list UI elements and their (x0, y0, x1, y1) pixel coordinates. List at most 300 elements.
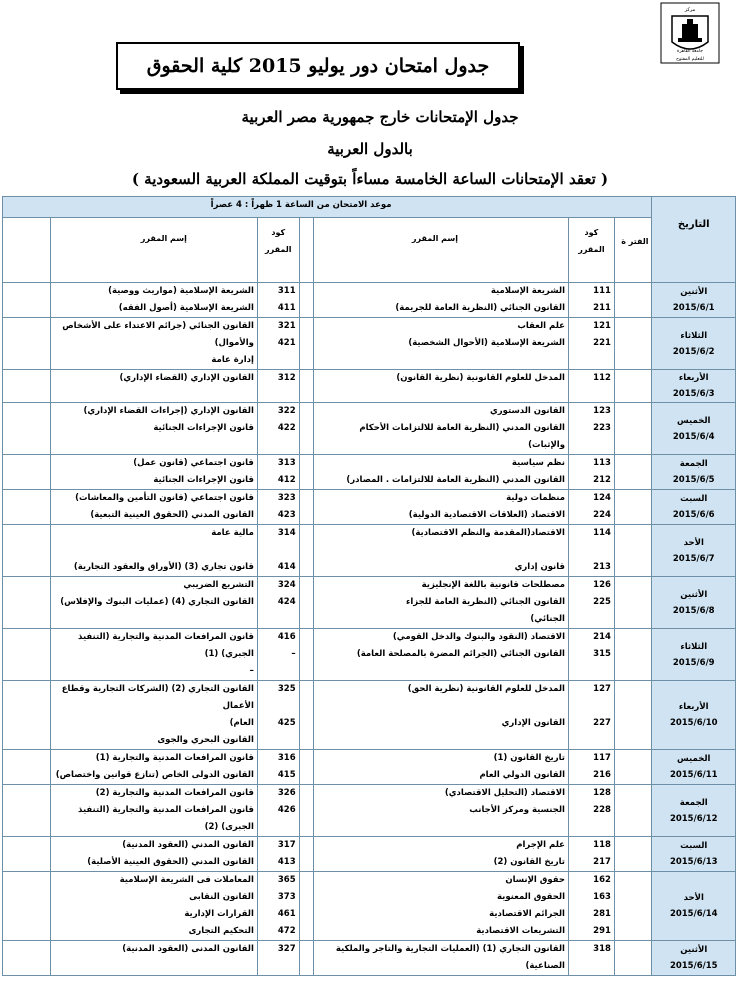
course-name: القانون الجنائي (الجرائم المضرة بالمصلحة العامة) (356, 649, 565, 659)
empty-cell (3, 525, 51, 577)
course-code: 318 (593, 944, 611, 954)
course-code: – (291, 649, 296, 659)
course-name: الاقتصاد (التحليل الاقتصادي) (444, 788, 565, 798)
date-cell (652, 577, 736, 629)
day-name: الثلاثاء (680, 641, 708, 652)
code-header-b-cell (257, 218, 299, 283)
course-code-cell (568, 629, 614, 681)
course-code-cell (257, 750, 299, 785)
course-code-cell (257, 872, 299, 941)
schedule-row (3, 941, 736, 976)
course-name: القانون الدولى الخاص (تنازع قوانين واختصاص) (55, 770, 254, 780)
course-name: القانون النقابى (189, 892, 254, 902)
logo-text-top: مركز (684, 7, 696, 13)
spacer-cell (299, 525, 314, 577)
empty-cell (3, 681, 51, 750)
course-code-cell (568, 490, 614, 525)
exam-date: 2015/6/6 (672, 510, 715, 520)
course-name: التحكيم التجارى (188, 926, 254, 936)
course-name-cell (314, 490, 569, 525)
course-code: 211 (593, 303, 611, 313)
schedule-row (3, 681, 736, 750)
course-name: الصناعية) (525, 961, 565, 971)
empty-cell (3, 941, 51, 976)
date-cell (652, 525, 736, 577)
course-name: القانون المدنى (العقود المدنية) (122, 944, 254, 954)
schedule-row (3, 283, 736, 318)
course-code-cell (257, 403, 299, 455)
date-cell (652, 837, 736, 872)
course-code (572, 698, 611, 715)
course-code-cell (568, 941, 614, 976)
term-cell (614, 283, 652, 318)
schedule-row (3, 577, 736, 629)
course-code-cell (257, 490, 299, 525)
day-name: الخميس (677, 754, 711, 764)
day-name: الخميس (677, 415, 711, 426)
course-code: 221 (593, 338, 611, 348)
spacer-cell (299, 681, 314, 750)
course-code: 112 (593, 373, 611, 383)
course-code: 291 (593, 926, 611, 936)
course-code: 217 (593, 857, 611, 867)
date-cell (652, 629, 736, 681)
course-code-cell (257, 283, 299, 318)
course-code: 227 (593, 718, 611, 728)
course-code: 126 (593, 580, 611, 590)
day-name: السبت (680, 841, 708, 851)
exam-date: 2015/6/1 (672, 303, 715, 313)
course-name: منظمات دولية (506, 493, 565, 503)
course-code-cell (257, 629, 299, 681)
schedule-row (3, 403, 736, 455)
course-name: – (249, 666, 254, 676)
course-name: القانون المدني (النظرية العامة للالتزامات . المصادر) (346, 475, 565, 485)
course-name: مالية عامة (211, 528, 254, 538)
subtitle-arab-countries: بالدول العربية (327, 140, 413, 158)
course-code: 414 (277, 562, 296, 572)
course-code: 327 (277, 944, 296, 954)
course-code (572, 542, 611, 559)
exam-date: 2015/6/7 (672, 553, 715, 564)
course-code-cell (568, 785, 614, 837)
course-name-cell (314, 577, 569, 629)
course-name-cell (314, 283, 569, 318)
course-code-cell (257, 525, 299, 577)
course-code: 117 (593, 753, 611, 763)
course-name: الاقتصاد (العلاقات الاقتصادية الدولية) (408, 510, 565, 520)
course-name-cell (51, 403, 258, 455)
course-code: 315 (593, 649, 611, 659)
course-name: إدارة عامة (211, 355, 254, 365)
course-name-cell (51, 750, 258, 785)
term-header-cell (614, 218, 652, 283)
course-code: 423 (277, 510, 296, 520)
date-cell (652, 318, 736, 370)
spacer-cell (299, 785, 314, 837)
spacer-cell (299, 629, 314, 681)
course-name: الشريعة الإسلامية (490, 286, 565, 296)
course-code: 322 (277, 406, 296, 416)
date-cell (652, 941, 736, 976)
course-code: 123 (593, 406, 611, 416)
term-header: الفتر ة (621, 237, 649, 246)
day-name: الأثنين (680, 589, 708, 600)
course-name-cell (51, 941, 258, 976)
day-name: الأثنين (680, 945, 708, 955)
course-name: مصطلحات قانونية باللغة الإنجليزية (421, 580, 565, 590)
course-code-cell (257, 577, 299, 629)
date-cell (652, 750, 736, 785)
date-cell (652, 283, 736, 318)
spacer-cell (299, 403, 314, 455)
term-cell (614, 837, 652, 872)
exam-date: 2015/6/3 (672, 389, 715, 399)
spacer-cell (299, 318, 314, 370)
course-name-cell (51, 283, 258, 318)
term-cell (614, 872, 652, 941)
course-code-cell (257, 941, 299, 976)
code-header-a-cell (568, 218, 614, 283)
course-code: 223 (593, 423, 611, 433)
name-header-a-cell (314, 218, 569, 283)
course-name: علم الإجرام (516, 840, 565, 850)
course-name: المعاملات فى الشريعة الإسلامية (119, 875, 254, 885)
course-name: نظم سياسية (511, 458, 565, 468)
course-code-cell (257, 455, 299, 490)
course-name: تاريخ القانون (1) (493, 753, 565, 763)
course-name: المدخل للعلوم القانونية (نظرية الحق) (407, 684, 565, 694)
course-name: علم العقاب (517, 321, 565, 331)
course-name: الحقوق المعنوية (497, 892, 565, 902)
course-name: قانون إداري (514, 562, 565, 572)
course-name: القانون الإداري (القضاء الإداري) (119, 373, 254, 383)
course-name: قانون المرافعات المدنية والتجارية (التنفيذ الجبرى) (2) (78, 805, 254, 832)
course-name-cell (51, 370, 258, 403)
course-code: 324 (277, 580, 296, 590)
course-code-cell (568, 403, 614, 455)
course-code: 216 (593, 770, 611, 780)
course-code: 281 (593, 909, 611, 919)
course-name-cell (314, 941, 569, 976)
course-name-cell (51, 785, 258, 837)
course-name: قانون المرافعات المدنية والتجارية (1) (95, 753, 254, 763)
course-code (261, 542, 296, 559)
logo-text-bottom: للتعليم المفتوح (676, 57, 704, 62)
course-code: 365 (277, 875, 296, 885)
schedule-row (3, 490, 736, 525)
course-code: 326 (277, 788, 296, 798)
course-name-cell (314, 629, 569, 681)
course-name: القرارات الإدارية (184, 909, 254, 919)
course-code-cell (568, 525, 614, 577)
course-name: قانون الإجراءات الجنائية (153, 475, 254, 485)
date-cell (652, 490, 736, 525)
spacer-cell (299, 837, 314, 872)
course-code: 118 (593, 840, 611, 850)
day-name: الأربعاء (678, 702, 709, 712)
course-name (54, 542, 254, 559)
course-code: 323 (277, 493, 296, 503)
date-cell (652, 370, 736, 403)
course-name: القانون المدني (العقود المدنية) (122, 840, 254, 850)
name-header-b: إسم المقرر (140, 234, 187, 243)
course-name-cell (314, 403, 569, 455)
course-code-cell (568, 318, 614, 370)
day-name: الأربعاء (678, 373, 709, 383)
course-name: حقوق الإنسان (505, 875, 565, 885)
course-name: قانون تجاري (3) (الأوراق والعقود التجارية) (73, 562, 254, 572)
course-code: 317 (277, 840, 296, 850)
day-name: السبت (680, 494, 708, 504)
course-name: القانون المدني (النظرية العامة للالتزامات الأحكام (359, 423, 565, 433)
course-code-cell (568, 872, 614, 941)
course-code-cell (568, 577, 614, 629)
day-name: الجمعة (679, 797, 708, 808)
term-cell (614, 490, 652, 525)
course-name-cell (51, 490, 258, 525)
course-name: القانون المدني (الحقوق العينية التبعية) (90, 510, 254, 520)
course-name-cell (314, 370, 569, 403)
exam-date: 2015/6/15 (669, 961, 718, 971)
course-name: المدخل للعلوم القانونية (نظرية القانون) (396, 373, 565, 383)
course-code: 413 (277, 857, 296, 867)
course-code-cell (568, 283, 614, 318)
course-code (261, 698, 296, 715)
subtitle-outside-egypt: جدول الإمتحانات خارج جمهورية مصر العربية (241, 108, 519, 126)
schedule-row (3, 318, 736, 370)
course-code: 162 (593, 875, 611, 885)
course-code: 314 (277, 528, 296, 538)
course-code-cell (257, 318, 299, 370)
exam-date: 2015/6/13 (669, 857, 718, 867)
term-cell (614, 525, 652, 577)
course-name: القانون الجنائي (النظرية العامة للجريمة) (395, 303, 565, 313)
course-name: الشريعة الإسلامية (الأحوال الشخصية) (408, 338, 565, 348)
course-code: 113 (593, 458, 611, 468)
empty-cell (3, 455, 51, 490)
course-code: 425 (277, 718, 296, 728)
course-code: 461 (277, 909, 296, 919)
course-code: 412 (277, 475, 296, 485)
course-name: القانون التجاري (1) (العمليات التجارية والتاجر والملكية (335, 944, 565, 954)
spacer-cell (299, 750, 314, 785)
course-code: 422 (277, 423, 296, 433)
course-name: قانون الإجراءات الجنائية (153, 423, 254, 433)
course-name: قانون اجتماعي (قانون التأمين والمعاشات) (75, 493, 254, 503)
course-name: قانون المرافعات المدنية والتجارية (2) (95, 788, 254, 798)
spacer-cell (299, 218, 314, 283)
course-code (572, 958, 611, 975)
course-name: القانون الجنائي (جرائم الاعتداء على الأشخاص والأموال) (62, 321, 254, 348)
course-name: الشريعة الإسلامية (مواريث ووصية) (108, 286, 254, 296)
course-name: القانون الإداري (إجراءات القضاء الإداري) (83, 406, 254, 416)
date-header-cell (652, 197, 736, 283)
course-code: 421 (277, 338, 296, 348)
course-code: 411 (277, 303, 296, 313)
course-code: 316 (277, 753, 296, 763)
course-code: 415 (277, 770, 296, 780)
course-name: تاريخ القانون (2) (493, 857, 565, 867)
course-name (317, 542, 565, 559)
course-code: 312 (277, 373, 296, 383)
course-code: 373 (277, 892, 296, 902)
schedule-row (3, 370, 736, 403)
course-name-cell (51, 455, 258, 490)
name-header-b-cell (51, 218, 258, 283)
course-name-cell (51, 525, 258, 577)
course-name: القانون الجنائي (النظرية العامة للجزاء (406, 597, 565, 607)
course-name-cell (51, 629, 258, 681)
schedule-row (3, 785, 736, 837)
day-name: الأحد (683, 893, 704, 903)
time-note-cell (3, 197, 652, 218)
day-name: الأثنين (680, 287, 708, 297)
course-name: القانون التجاري (2) (الشركات التجارية وقطاع الأعمال (61, 684, 254, 711)
course-name: القانون الدستوري (489, 406, 565, 416)
empty-cell (3, 318, 51, 370)
exam-date: 2015/6/12 (669, 813, 718, 824)
day-name: الثلاثاء (680, 330, 708, 341)
course-code: 311 (277, 286, 296, 296)
course-code: 426 (277, 805, 296, 815)
course-name-cell (314, 750, 569, 785)
course-name: التشريعات الاقتصادية (476, 926, 565, 936)
course-code: 214 (593, 632, 611, 642)
course-name: الجنائي) (530, 614, 565, 624)
university-logo (660, 2, 720, 64)
empty-cell (3, 283, 51, 318)
date-cell (652, 785, 736, 837)
schedule-row (3, 837, 736, 872)
course-code: 224 (593, 510, 611, 520)
course-code: 121 (593, 321, 611, 331)
exam-date: 2015/6/2 (672, 346, 715, 357)
course-name (317, 698, 565, 715)
course-code: 228 (593, 805, 611, 815)
term-cell (614, 750, 652, 785)
name-header-a: إسم المقرر (411, 234, 458, 243)
term-cell (614, 785, 652, 837)
course-name: قانون المرافعات المدنية والتجارية (التنفيذ الجبري) (1) (78, 632, 254, 659)
spacer-cell (299, 577, 314, 629)
term-cell (614, 403, 652, 455)
schedule-row (3, 872, 736, 941)
empty-cell (3, 785, 51, 837)
course-name-cell (51, 318, 258, 370)
course-name: الجنسية ومركز الأجانب (469, 805, 565, 815)
date-header: التاريخ (677, 219, 710, 230)
empty-cell (3, 872, 51, 941)
code-header-b: كود المقرر (265, 228, 292, 254)
course-code: 124 (593, 493, 611, 503)
exam-date: 2015/6/14 (669, 909, 718, 919)
course-code: 313 (277, 458, 296, 468)
course-name: الاقتصاد(المقدمة والنظم الاقتصادية) (411, 528, 565, 538)
spacer-cell (299, 941, 314, 976)
empty-cell (3, 629, 51, 681)
course-code-cell (568, 837, 614, 872)
course-code-cell (568, 750, 614, 785)
course-name: الاقتصاد (النقود والبنوك والدخل القومي) (392, 632, 565, 642)
schedule-row (3, 455, 736, 490)
term-cell (614, 681, 652, 750)
course-name: القانون الإداري (501, 718, 565, 728)
empty-cell (3, 577, 51, 629)
spacer-cell (299, 872, 314, 941)
schedule-row (3, 629, 736, 681)
page-title: جدول امتحان دور يوليو 2015 كلية الحقوق (146, 55, 490, 77)
course-code (572, 437, 611, 454)
course-code-cell (257, 370, 299, 403)
day-name: الجمعة (679, 459, 708, 469)
course-code-cell (257, 837, 299, 872)
course-code: 127 (593, 684, 611, 694)
date-cell (652, 455, 736, 490)
empty-cell (3, 837, 51, 872)
course-code: 212 (593, 475, 611, 485)
term-cell (614, 370, 652, 403)
empty-cell (3, 490, 51, 525)
term-cell (614, 318, 652, 370)
course-name: القانون التجاري (4) (عمليات البنوك والإفلاس) (60, 597, 254, 607)
course-name-cell (314, 455, 569, 490)
term-cell (614, 577, 652, 629)
course-name-cell (314, 872, 569, 941)
date-cell (652, 403, 736, 455)
course-name-cell (51, 872, 258, 941)
course-code: 321 (277, 321, 296, 331)
course-name-cell (51, 577, 258, 629)
spacer-cell (299, 490, 314, 525)
empty-cell (3, 750, 51, 785)
course-code: 416 (277, 632, 296, 642)
term-cell (614, 941, 652, 976)
exam-date: 2015/6/9 (672, 657, 715, 668)
course-name-cell (314, 681, 569, 750)
course-name: القانون البحري والجوى (157, 735, 254, 745)
course-code-cell (568, 681, 614, 750)
term-cell (614, 629, 652, 681)
course-name-cell (314, 837, 569, 872)
exam-date: 2015/6/5 (672, 475, 715, 485)
subtitle-exam-time: ( تعقد الإمتحانات الساعة الخامسة مساءاً بتوقيت المملكة العربية السعودية ) (131, 170, 609, 188)
course-name: قانون اجتماعي (قانون عمل) (133, 458, 254, 468)
empty-cell (3, 370, 51, 403)
code-header-a: كود المقرر (578, 228, 605, 254)
course-name: الجرائم الاقتصادية (489, 909, 565, 919)
empty-cell (3, 218, 51, 283)
date-cell (652, 681, 736, 750)
course-name: القانون الدولي العام (479, 770, 565, 780)
course-code: 114 (593, 528, 611, 538)
exam-date: 2015/6/11 (669, 770, 718, 780)
spacer-cell (299, 370, 314, 403)
logo-text-mid: جامعة القاهرة (676, 49, 704, 54)
course-name: القانون المدني (الحقوق العينية الأصلية) (87, 857, 254, 867)
course-code-cell (568, 455, 614, 490)
course-name: التشريع الضريبي (183, 580, 254, 590)
course-code: 213 (593, 562, 611, 572)
course-code: 472 (277, 926, 296, 936)
exam-date: 2015/6/4 (672, 431, 715, 442)
course-name-cell (51, 681, 258, 750)
day-name: الأحد (683, 537, 704, 548)
exam-date: 2015/6/10 (669, 718, 718, 728)
course-code: 424 (277, 597, 296, 607)
course-code-cell (257, 681, 299, 750)
course-name: والإثبات) (528, 440, 565, 450)
